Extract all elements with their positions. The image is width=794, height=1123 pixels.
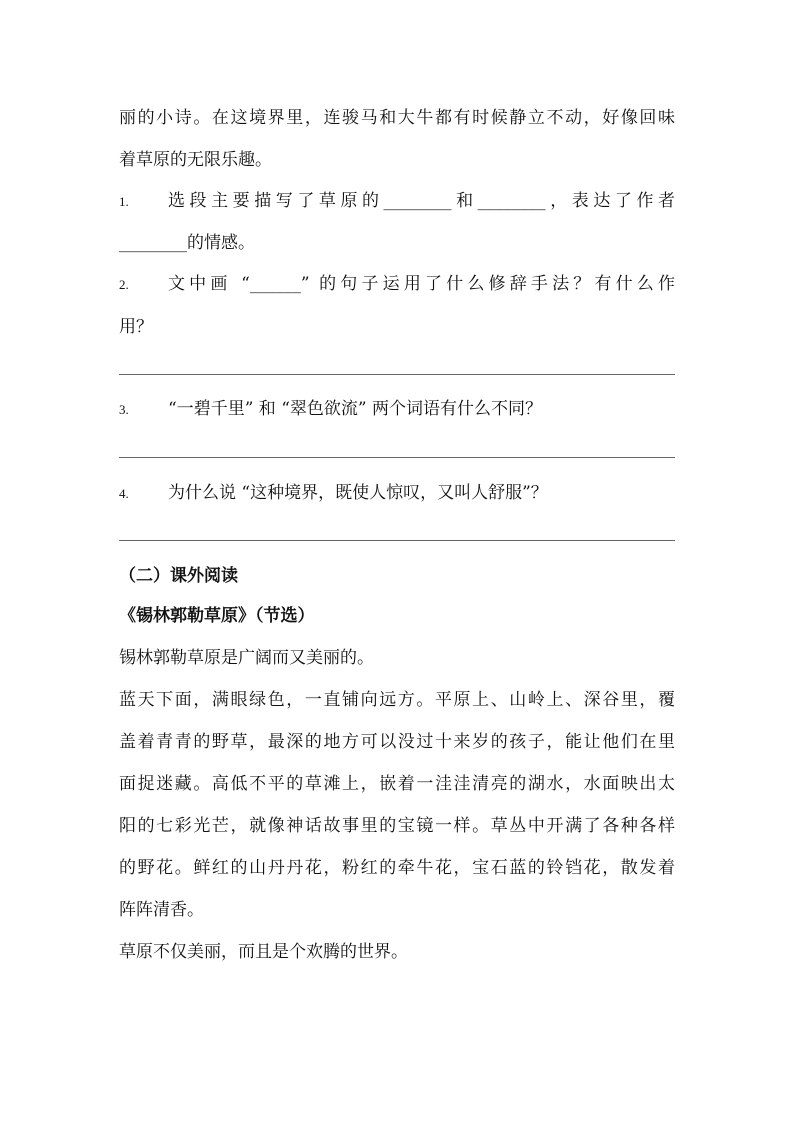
question-number: 4. (119, 486, 129, 501)
paragraph-line: 阵阵清香。 (119, 900, 204, 920)
answer-line[interactable] (119, 457, 675, 458)
question-text-cont: ________的情感。 (119, 233, 255, 253)
question-number: 3. (119, 402, 129, 417)
article-title: 《锡林郭勒草原》（节选） (119, 606, 315, 626)
paragraph-line: 阳的七彩光芒，就像神话故事里的宝镜一样。草丛中开满了各种各样 (119, 816, 675, 836)
question-number: 1. (119, 194, 129, 209)
question-text: 为什么说 “这种境界，既使人惊叹，又叫人舒服”？ (168, 483, 548, 503)
answer-line[interactable] (119, 540, 675, 541)
answer-line[interactable] (119, 374, 675, 375)
section-heading: （二）课外阅读 (119, 566, 238, 586)
question-number: 2. (119, 277, 129, 292)
question-text: 文中画 “______” 的句子运用了什么修辞手法？有什么作 (168, 274, 675, 294)
passage-line: 丽的小诗。在这境界里，连骏马和大牛都有时候静立不动，好像回味 (119, 108, 675, 128)
question-text: “一碧千里” 和 “翠色欲流” 两个词语有什么不同？ (168, 399, 542, 419)
paragraph-line: 盖着青青的野草，最深的地方可以没过十来岁的孩子，能让他们在里 (119, 732, 675, 752)
paragraph-line: 面捉迷藏。高低不平的草滩上，嵌着一洼洼清亮的湖水，水面映出太 (119, 774, 675, 794)
paragraph-line: 蓝天下面，满眼绿色，一直铺向远方。平原上、山岭上、深谷里，覆 (119, 690, 675, 710)
paragraph-line: 锡林郭勒草原是广阔而又美丽的。 (119, 648, 374, 668)
paragraph-line: 草原不仅美丽，而且是个欢腾的世界。 (119, 942, 408, 962)
passage-line: 着草原的无限乐趣。 (119, 150, 272, 170)
paragraph-line: 的野花。鲜红的山丹丹花，粉红的牵牛花，宝石蓝的铃铛花，散发着 (119, 858, 675, 878)
question-text-cont: 用？ (119, 317, 153, 337)
question-text: 选段主要描写了草原的________和________，表达了作者 (168, 191, 675, 211)
